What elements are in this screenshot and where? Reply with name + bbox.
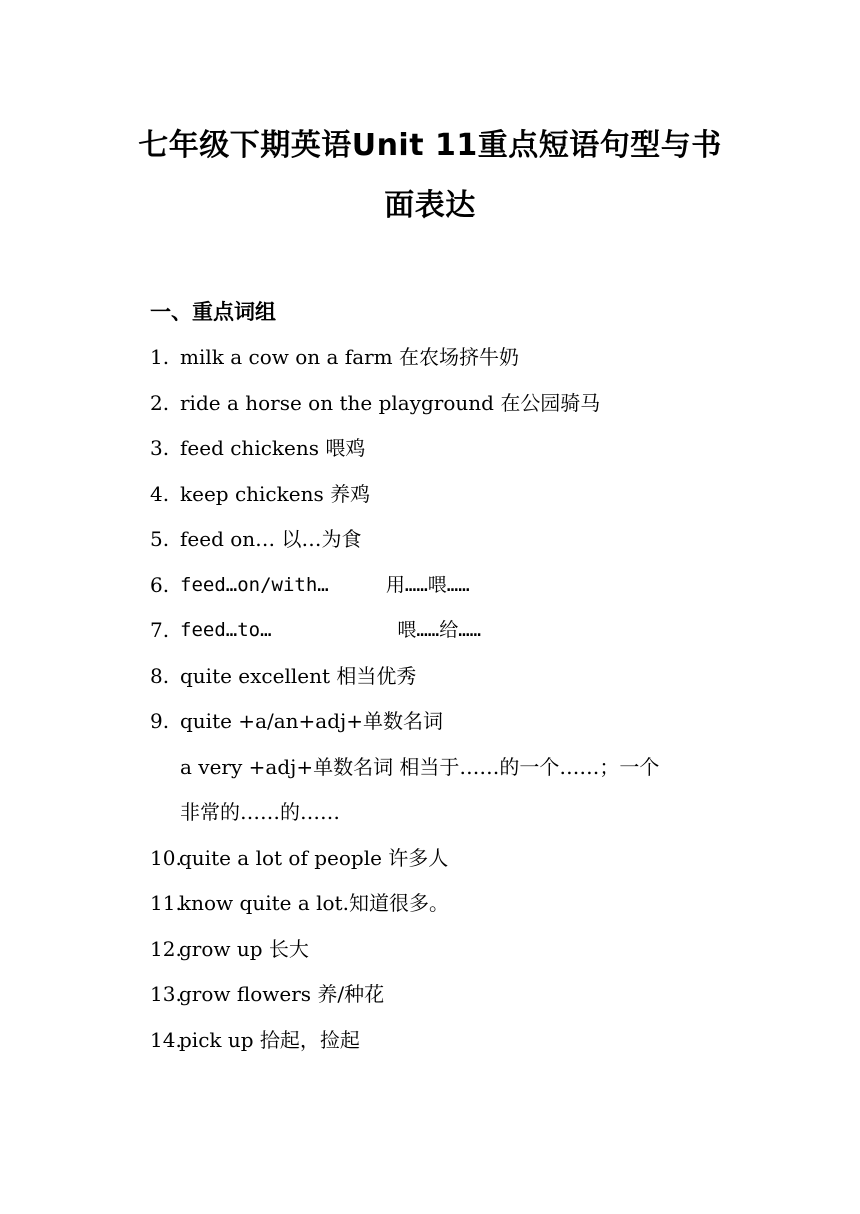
list-item <box>150 613 730 659</box>
item-number: 2. <box>150 390 170 415</box>
list-item <box>150 704 730 750</box>
item-text: 非常的……的…… <box>180 800 340 824</box>
item-number: 7. <box>150 618 170 642</box>
list-item <box>150 886 730 932</box>
list-item <box>150 340 730 386</box>
list-item <box>150 659 730 705</box>
item-text: a very +adj+单数名词 相当于……的一个……；一个 <box>180 754 660 779</box>
list-item <box>150 386 730 432</box>
list-item-continuation <box>150 795 730 841</box>
document-title-line-1: 七年级下期英语Unit 11重点短语句型与书 <box>138 128 722 163</box>
phrase-list <box>150 340 730 1068</box>
item-text: feed…on/with… 用……喂…… <box>180 573 470 596</box>
list-item <box>150 932 730 978</box>
list-item <box>150 568 730 614</box>
item-text: feed…to… 喂……给…… <box>180 619 482 641</box>
list-item <box>150 477 730 523</box>
list-item <box>150 841 730 887</box>
item-number: 3. <box>150 436 170 460</box>
item-number: 4. <box>150 481 170 506</box>
list-item <box>150 431 730 477</box>
item-number: 12. <box>150 936 182 961</box>
item-text: quite a lot of people 许多人 <box>179 845 449 870</box>
list-item-continuation <box>150 750 730 796</box>
item-number: 5. <box>150 527 170 551</box>
item-number: 9. <box>150 709 170 733</box>
item-number: 13. <box>150 982 182 1006</box>
item-text: feed on… 以…为食 <box>180 527 362 551</box>
item-number: 6. <box>150 572 170 597</box>
item-number: 8. <box>150 663 170 688</box>
item-text: grow flowers 养/种花 <box>179 982 385 1006</box>
item-number: 11. <box>150 891 182 915</box>
item-text: milk a cow on a farm 在农场挤牛奶 <box>180 345 520 369</box>
item-text: know quite a lot.知道很多。 <box>179 891 449 915</box>
item-number: 1. <box>150 345 170 369</box>
section-heading-key-phrases: 一、重点词组 <box>150 300 276 324</box>
document-title-line-2: 面表达 <box>384 188 476 223</box>
item-number: 10. <box>150 845 182 870</box>
item-text: pick up 拾起，捡起 <box>179 1027 360 1052</box>
item-text: grow up 长大 <box>179 936 309 961</box>
list-item <box>150 1023 730 1069</box>
list-item <box>150 977 730 1023</box>
item-text: keep chickens 养鸡 <box>180 481 371 506</box>
list-item <box>150 522 730 568</box>
item-number: 14. <box>150 1027 182 1052</box>
item-text: quite +a/an+adj+单数名词 <box>180 709 443 733</box>
item-text: quite excellent 相当优秀 <box>180 663 417 688</box>
item-text: ride a horse on the playground 在公园骑马 <box>180 390 601 415</box>
item-text: feed chickens 喂鸡 <box>180 436 366 460</box>
